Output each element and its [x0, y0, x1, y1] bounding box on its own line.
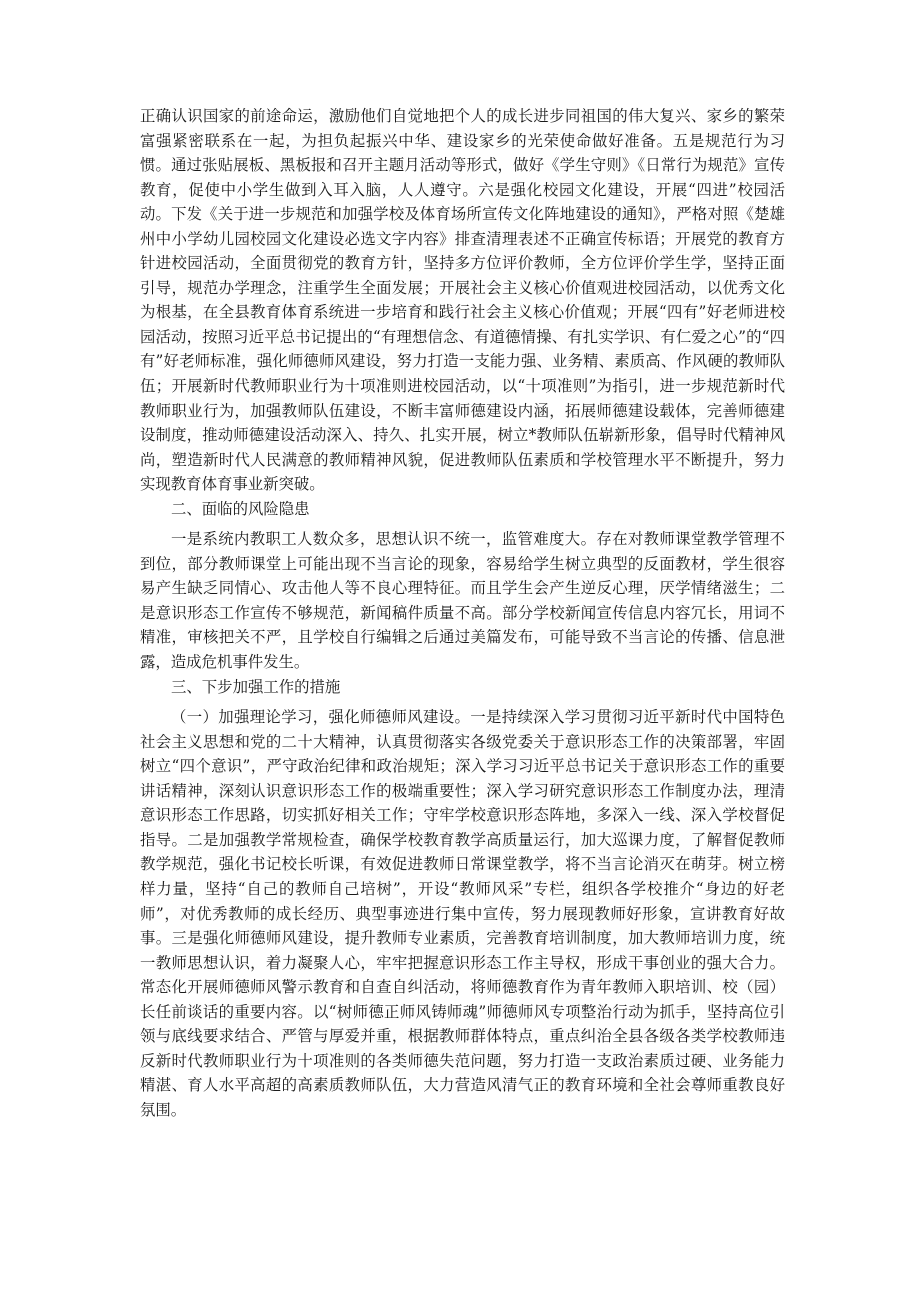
section-heading-measures: 三、下步加强工作的措施 — [171, 677, 341, 696]
body-paragraph-continuation: 正确认识国家的前途命运，激励他们自觉地把个人的成长进步同祖国的伟大复兴、家乡的繁荣富强紧密联系在一起，为担负起振兴中华、建设家乡的光荣使命做好准备。五是规范行为习惯。通过张贴展板、黑板报和召开主题月活动等形式，做好《学生守则》《日常行为规范》宣传教育，促使中小学生做到入耳入脑，人人遵守。六是强化校园文化建设，开展“四进”校园活动。下发《关于进一步规范和加强学校及体育场所宣传文化阵地建设的通知》，严格对照《楚雄州中小学幼儿园校园文化建设必选文字内容》排查清理表述不正确宣传标语；开展党的教育方针进校园活动，全面贯彻党的教育方针，坚持多方位评价教师，全方位评价学生学，坚持正面引导，规范办学理念，注重学生全面发展；开展社会主义核心价值观进校园活动，以优秀文化为根基，在全县教育体育系统进一步培育和践行社会主义核心价值观；开展“四有”好老师进校园活动，按照习近平总书记提出的“有理想信念、有道德情操、有扎实学识、有仁爱之心”的“四有”好老师标准，强化师德师风建设，努力打造一支能力强、业务精、素质高、作风硬的教师队伍；开展新时代教师职业行为十项准则进校园活动，以“十项准则”为指引，进一步规范新时代教师职业行为，加强教师队伍建设，不断丰富师德建设内涵，拓展师德建设载体，完善师德建设制度，推动师德建设活动深入、持久、扎实开展，树立*教师队伍崭新形象，倡导时代精神风尚，塑造新时代人民满意的教师精神风貌，促进教师队伍素质和学校管理水平不断提升，努力实现教育体育事业新突破。 — [140, 107, 785, 494]
body-paragraph-measures: （一）加强理论学习，强化师德师风建设。一是持续深入学习贯彻习近平新时代中国特色社会主义思想和党的二十大精神，认真贯彻落实各级党委关于意识形态工作的决策部署，牢固树立“四个意识”，严守政治纪律和政治规矩；深入学习习近平总书记关于意识形态工作的重要讲话精神，深刻认识意识形态工作的极端重要性；深入学习研究意识形态工作制度办法，理清意识形态工作思路，切实抓好相关工作；守牢学校意识形态阵地，多深入一线、深入学校督促指导。二是加强教学常规检查，确保学校教育教学高质量运行，加大巡课力度，了解督促教师教学规范，强化书记校长听课，有效促进教师日常课堂教学，将不当言论消灭在萌芽。树立榜样力量，坚持“自己的教师自己培树”，开设“教师风采”专栏，组织各学校推介“身边的好老师”，对优秀教师的成长经历、典型事迹进行集中宣传，努力展现教师好形象，宣讲教育好故事。三是强化师德师风建设，提升教师专业素质，完善教育培训制度，加大教师培训力度，统一教师思想认识，着力凝聚人心，牢牢把握意识形态工作主导权，形成干事创业的强大合力。常态化开展师德师风警示教育和自查自纠活动，将师德教育作为青年教师入职培训、校（园）长任前谈话的重要内容。以“树师德正师风铸师魂”师德师风专项整治行动为抓手，坚持高位引领与底线要求结合、严管与厚爱并重，根据教师群体特点，重点纠治全县各级各类学校教师违反新时代教师职业行为十项准则的各类师德失范问题，努力打造一支政治素质过硬、业务能力精湛、育人水平高超的高素质教师队伍，大力营造风清气正的教育环境和全社会尊师重教良好氛围。 — [140, 708, 785, 1119]
body-paragraph-risks: 一是系统内教职工人数众多，思想认识不统一，监管难度大。存在对教师课堂教学管理不到位，部分教师课堂上可能出现不当言论的现象，容易给学生树立典型的反面教材，学生很容易产生缺乏同情心、攻击他人等不良心理特征。而且学生会产生逆反心理，厌学情绪滋生；二是意识形态工作宣传不够规范，新闻稿件质量不高。部分学校新闻宣传信息内容冗长，用词不精准，审核把关不严，且学校自行编辑之后通过美篇发布，可能导致不当言论的传播、信息泄露，造成危机事件发生。 — [140, 530, 785, 672]
document-page — [140, 104, 785, 1122]
section-heading-risks: 二、面临的风险隐患 — [171, 499, 310, 518]
